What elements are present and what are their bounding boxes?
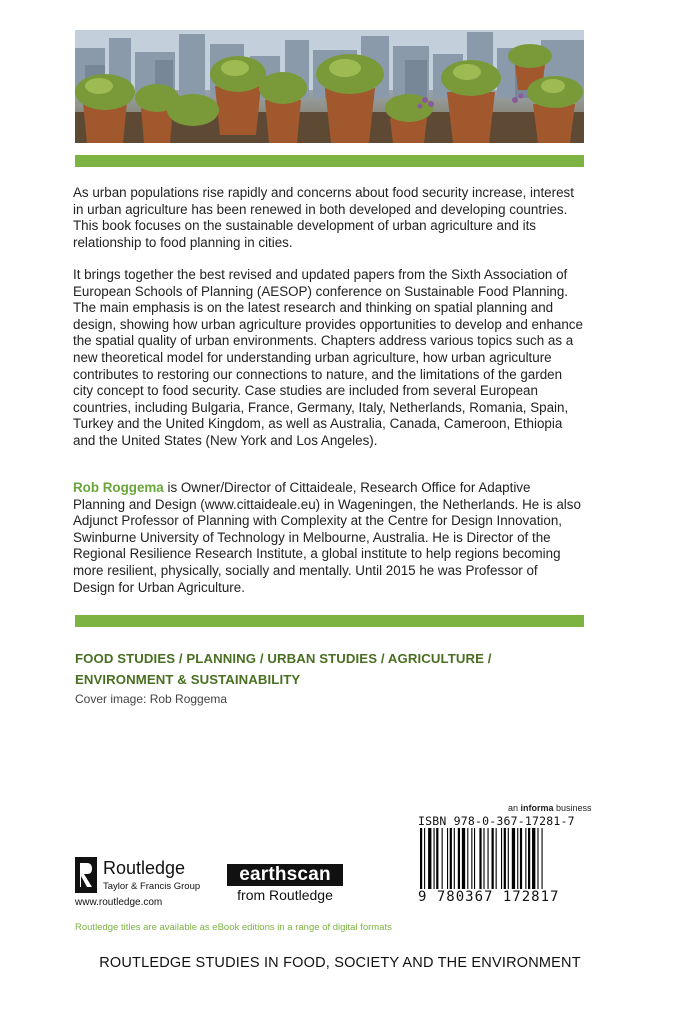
informa-prefix: an bbox=[508, 803, 521, 813]
routledge-url[interactable]: www.routledge.com bbox=[75, 897, 163, 908]
middle-green-bar bbox=[75, 615, 584, 627]
earthscan-logo: earthscan bbox=[227, 864, 343, 886]
subjects-line-1: FOOD STUDIES / PLANNING / URBAN STUDIES / AGRICULTURE / bbox=[75, 651, 492, 666]
series-title: ROUTLEDGE STUDIES IN FOOD, SOCIETY AND THE ENVIRONMENT bbox=[99, 955, 581, 971]
isbn-text: ISBN 978-0-367-17281-7 bbox=[418, 814, 575, 828]
earthscan-subtitle: from Routledge bbox=[237, 887, 333, 903]
routledge-name: Routledge bbox=[103, 858, 186, 878]
informa-brand: informa bbox=[520, 803, 554, 813]
routledge-logo-icon bbox=[75, 857, 97, 893]
ean-digits: 9 780367 172817 bbox=[418, 889, 560, 905]
description-paragraph-2: It brings together the best revised and updated papers from the Sixth Association of European Schools of Planning (AESOP) conference on Sustainable Food Planning. The main emphasis is on the latest research and thinking on spatial planning and design, showing how urban agriculture provides opportunities to develop and enhance the spatial quality of urban environments. Chapters address various topics such as a new theoretical model for understanding urban agriculture, how urban agriculture contributes to restoring our connections to nature, and the limitations of the garden city concept to food security. Case studies are included from several European countries, including Bulgaria, France, Germany, Italy, Netherlands, Romania, Spain, Turkey and the United Kingdom, as well as Australia, Canada, Cameroon, Ethiopia and the United States (New York and Los Angeles). bbox=[73, 267, 583, 448]
author-bio bbox=[73, 480, 583, 596]
cover-image-credit: Cover image: Rob Roggema bbox=[75, 692, 228, 706]
subjects-line-2: ENVIRONMENT & SUSTAINABILITY bbox=[75, 672, 301, 687]
author-bio-text: is Owner/Director of Cittaideale, Research Office for Adaptive Planning and Design (www.cittaideale.eu) in Wageningen, the Netherlands. He is also Adjunct Professor of Planning with Complexity at the Centre for Design Innovation, Swinburne University of Technology in Melbourne, Australia. He is Director of the Regional Resilience Research Institute, a global institute to help regions becoming more resilient, physically, socially and mentally. Until 2015 he was Professor of Design for Urban Agriculture. bbox=[73, 480, 581, 595]
cover-photo-rooftop-planters bbox=[75, 30, 584, 143]
ebook-note: Routledge titles are available as eBook editions in a range of digital formats bbox=[75, 922, 392, 933]
author-name: Rob Roggema bbox=[73, 480, 164, 495]
subject-categories bbox=[75, 648, 575, 690]
informa-business-label bbox=[508, 803, 592, 813]
informa-suffix: business bbox=[553, 803, 592, 813]
description-paragraph-1: As urban populations rise rapidly and concerns about food security increase, interest in urban agriculture has been renewed in both developed and developing countries. This book focuses on the sustainable development of urban agriculture and its relationship to food planning in cities. bbox=[73, 185, 574, 250]
top-green-bar bbox=[75, 155, 584, 167]
routledge-group: Taylor & Francis Group bbox=[103, 881, 201, 892]
